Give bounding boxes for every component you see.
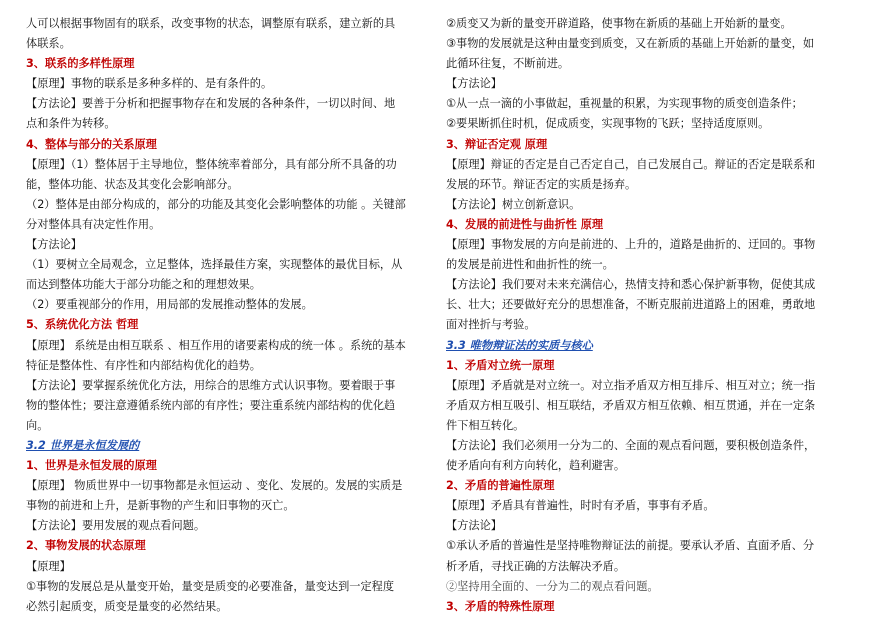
body-text-line: 【方法论】要善于分析和把握事物存在和发展的各种条件，一切以时间、地: [26, 97, 396, 111]
body-text-line: 的发展是前进性和曲折性的统一。: [446, 258, 614, 272]
body-text-line: ③事物的发展就是这种由量变到质变，又在新质的基础上开始新的量变，如: [446, 37, 815, 51]
body-text-line: 【原理】矛盾具有普遍性，时时有矛盾，事事有矛盾。: [446, 499, 715, 513]
body-text-line: 分对整体具有决定性作用。: [26, 217, 161, 231]
body-text-line: ①从一点一滴的小事做起，重视量的积累，为实现事物的质变创造条件；: [446, 97, 803, 111]
body-text-line: 【方法论】我们要对未来充满信心，热情支持和悉心保护新事物，促使其成: [446, 278, 816, 292]
body-text-line: 体联系。: [26, 37, 71, 51]
body-text-line: 【原理】: [26, 559, 71, 573]
body-text-line: ②质变又为新的量变开辟道路，使事物在新质的基础上开始新的量变。: [446, 17, 792, 30]
body-text-line: 【原理】事物发展的方向是前进的、上升的，道路是曲折的、迂回的。事物: [446, 238, 816, 252]
body-text-line: 【原理】 系统是由相互联系 、相互作用的诸要素构成的统一体 。系统的基本: [26, 338, 406, 352]
body-text-line: 矛盾双方相互吸引、相互联结，矛盾双方相互依赖、相互贯通，并在一定条: [446, 398, 816, 412]
body-text-line: 而达到整体功能大于部分功能之和的理想效果。: [26, 278, 261, 292]
body-text-line: 【原理】矛盾就是对立统一。对立指矛盾双方相互排斥、相互对立；统一指: [446, 378, 816, 392]
body-text-line: （2）整体是由部分构成的，部分的功能及其变化会影响整体的功能 。关键部: [26, 197, 406, 211]
body-text-line: ②要果断抓住时机，促成质变，实现事物的飞跃；坚持适度原则。: [446, 117, 770, 131]
principle-heading: 1、矛盾对立统一原理: [446, 358, 555, 372]
section-heading: 3.3 唯物辩证法的实质与核心: [446, 338, 593, 352]
body-text-line: 【原理】 物质世界中一切事物都是永恒运动 、变化、发展的。发展的实质是: [26, 479, 403, 493]
body-text-line: 【方法论】: [26, 238, 82, 252]
body-text-line: 能，整体功能、状态及其变化会影响部分。: [26, 177, 239, 191]
right-column: [446, 14, 856, 617]
body-text-line: 必然引起质变，质变是量变的必然结果。: [26, 599, 228, 613]
section-heading: 3.2 世界是永恒发展的: [26, 438, 140, 452]
body-text-line: （1）要树立全局观念，立足整体，选择最佳方案，实现整体的最优目标，从: [26, 258, 403, 272]
body-text-line: ②坚持用全面的、一分为二的观点看问题。: [446, 579, 659, 593]
body-text-line: 件下相互转化。: [446, 418, 525, 432]
body-text-line: 【方法论】: [446, 519, 502, 533]
principle-heading: 1、世界是永恒发展的原理: [26, 459, 157, 473]
body-text-line: 特征是整体性、有序性和内部结构优化的趋势。: [26, 358, 261, 372]
body-text-line: 物的整体性；要注意遵循系统内部的有序性；要注重系统内部结构的优化趋: [26, 398, 396, 412]
body-text-line: 【方法论】要掌握系统优化方法，用综合的思维方式认识事物。要着眼于事: [26, 378, 396, 392]
body-text-line: （2）要重视部分的作用，用局部的发展推动整体的发展。: [26, 298, 313, 312]
body-text-line: 长、壮大；还要做好充分的思想准备，不断克服前进道路上的困难，勇敢地: [446, 298, 816, 312]
body-text-line: 【方法论】要用发展的观点看问题。: [26, 519, 206, 533]
body-text-line: 【方法论】我们必须用一分为二的、全面的观点看问题，要积极创造条件，: [446, 438, 816, 452]
principle-heading: 3、辩证否定观 原理: [446, 137, 548, 151]
body-text-line: 发展的环节。辩证否定的实质是扬弃。: [446, 177, 637, 191]
body-text-line: ①承认矛盾的普遍性是坚持唯物辩证法的前提。要承认矛盾、直面矛盾、分: [446, 539, 815, 553]
body-text-line: 析矛盾，寻找正确的方法解决矛盾。: [446, 559, 626, 573]
body-text-line: ①事物的发展总是从量变开始，量变是质变的必要准备，量变达到一定程度: [26, 579, 395, 593]
body-text-line: 人可以根据事物固有的联系，改变事物的状态，调整原有联系，建立新的具: [26, 17, 396, 30]
body-text-line: 【原理】（1）整体居于主导地位，整体统率着部分，具有部分所不具备的功: [26, 157, 397, 171]
body-text-line: 【方法论】树立创新意识。: [446, 197, 581, 211]
body-text-line: 点和条件为转移。: [26, 117, 116, 131]
principle-heading: 4、整体与部分的关系原理: [26, 137, 157, 151]
body-text-line: 向。: [26, 418, 49, 432]
body-text-line: 【原理】辩证的否定是自己否定自己，自己发展自己。辩证的否定是联系和: [446, 157, 816, 171]
principle-heading: 3、矛盾的特殊性原理: [446, 599, 555, 613]
principle-heading: 5、系统优化方法 哲理: [26, 318, 139, 332]
left-column: [26, 14, 446, 617]
body-text-line: 事物的前进和上升，是新事物的产生和旧事物的灭亡。: [26, 499, 295, 513]
principle-heading: 4、发展的前进性与曲折性 原理: [446, 217, 604, 231]
body-text-line: 使矛盾向有利方向转化，趋利避害。: [446, 459, 626, 473]
principle-heading: 3、联系的多样性原理: [26, 57, 135, 71]
body-text-line: 【方法论】: [446, 77, 502, 91]
body-text-line: 此循环往复，不断前进。: [446, 57, 570, 71]
principle-heading: 2、事物发展的状态原理: [26, 539, 146, 553]
body-text-line: 面对挫折与考验。: [446, 318, 536, 332]
body-text-line: 【原理】事物的联系是多种多样的、是有条件的。: [26, 77, 273, 91]
principle-heading: 2、矛盾的普遍性原理: [446, 479, 555, 493]
